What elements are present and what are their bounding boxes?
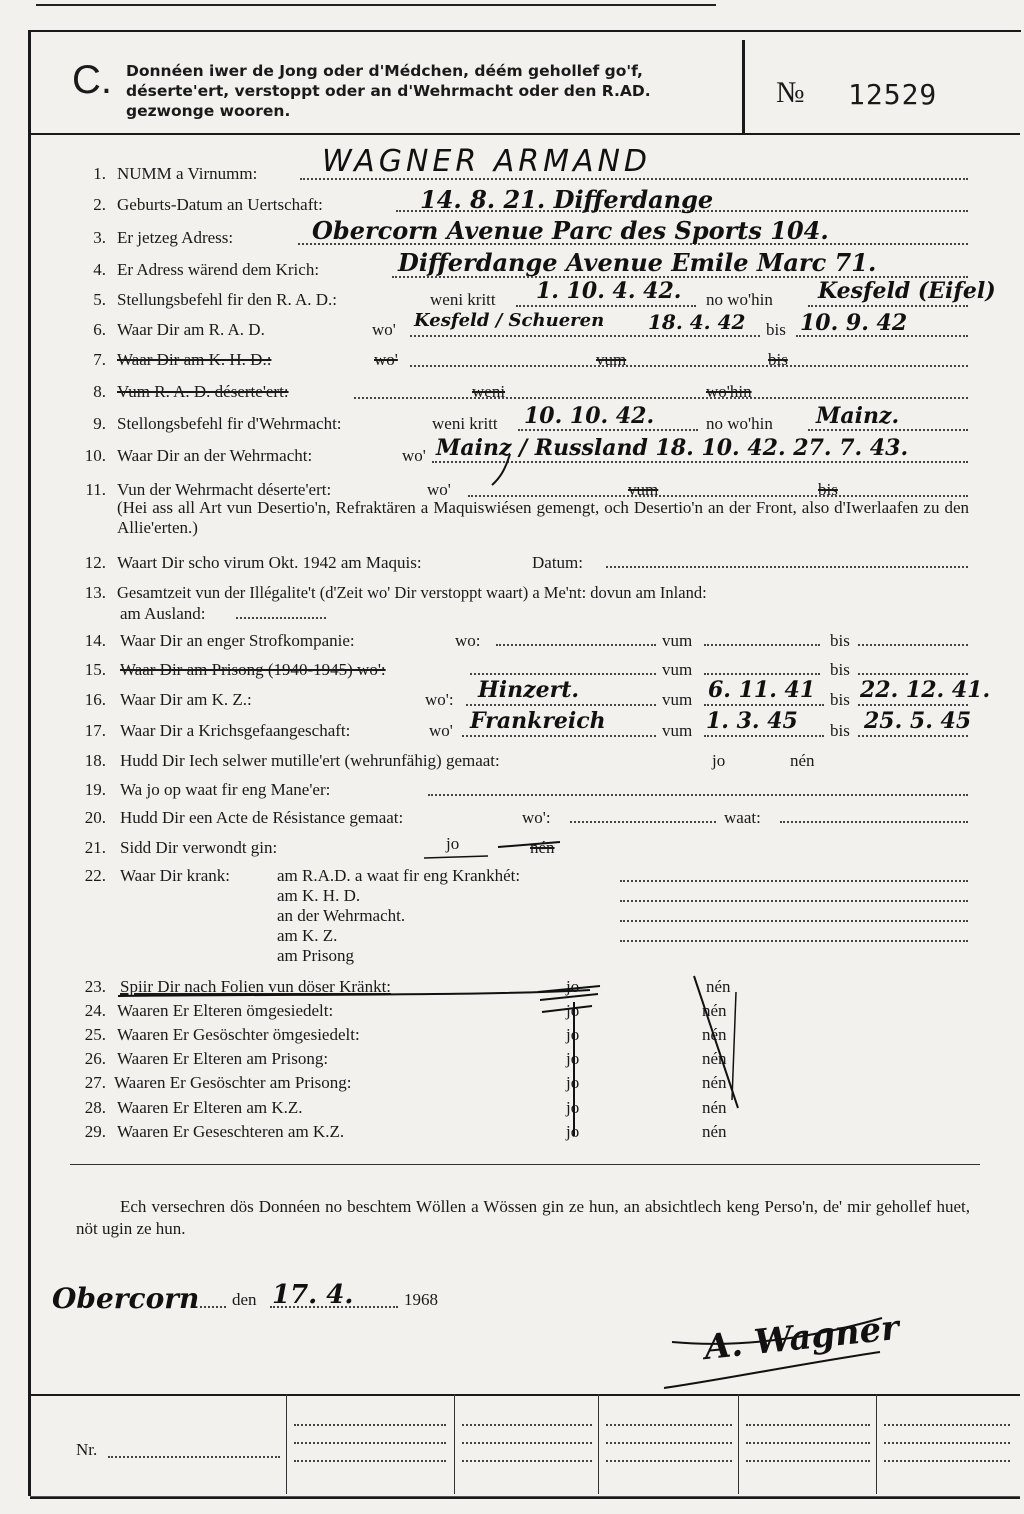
footer-fill-line	[462, 1460, 592, 1462]
option-no: nén	[702, 1025, 727, 1044]
row-number: 6.	[93, 320, 106, 339]
row-number: 23.	[84, 977, 106, 996]
row-label: Waar Dir am K. Z.:	[120, 690, 252, 709]
row-label: Hudd Dir een Acte de Résistance gemaat:	[120, 808, 404, 827]
row-label: Wa jo op waat fir eng Mane'er:	[120, 780, 331, 799]
footer-fill-line	[884, 1424, 1010, 1426]
row-label: Stellungsbefehl fir den R. A. D.:	[117, 290, 338, 309]
option-no: nén	[702, 1122, 727, 1141]
row-number: 17.	[84, 721, 106, 740]
option-no: nén	[702, 1049, 727, 1068]
row-number: 10.	[84, 446, 106, 465]
footer-fill-line	[606, 1442, 732, 1444]
sub-label: bis	[830, 631, 850, 650]
option-yes: jo	[566, 1049, 580, 1068]
option-yes: jo	[566, 1122, 580, 1141]
sub-label: wo'	[427, 480, 451, 499]
sub-label: wo'	[372, 320, 396, 339]
option-no: nén	[790, 751, 815, 770]
row-label: Waar Dir an der Wehrmacht:	[117, 446, 313, 465]
den-label: den	[232, 1290, 257, 1309]
row-number: 12.	[84, 553, 106, 572]
row-number: 9.	[93, 414, 106, 433]
row-label: Geburts-Datum an Uertschaft:	[117, 195, 323, 214]
option-yes: jo	[566, 1098, 580, 1117]
illness-item: am K. H. D.	[277, 886, 361, 905]
row-number: 16.	[84, 690, 106, 709]
row-number: 29.	[84, 1122, 106, 1141]
rad-place[interactable]: Kesfeld / Schueren	[414, 310, 605, 331]
footer-fill-line	[294, 1442, 446, 1444]
sub-label: waat:	[724, 808, 761, 827]
sub-label: no wo'hin	[706, 290, 773, 309]
sub-label: vum	[662, 660, 693, 679]
illness-item: am Prisong	[277, 946, 354, 965]
row-label: Waar Dir am Prisong (1940-1945) wo':	[120, 660, 386, 679]
sub-label: no wo'hin	[706, 414, 773, 433]
footer-fill-line	[606, 1424, 732, 1426]
row-number: 28.	[84, 1098, 106, 1117]
row-label: Waaren Er Gesöschter ömgesiedelt:	[117, 1025, 360, 1044]
option-no: nén	[702, 1098, 727, 1117]
row-label: Er jetzeg Adress:	[117, 228, 234, 247]
footer-col-divider	[454, 1394, 455, 1494]
kz-from[interactable]: 6. 11. 41	[708, 677, 816, 703]
footer-fill-line	[294, 1460, 446, 1462]
nr-label: Nr.	[76, 1440, 98, 1459]
row-number: 22.	[84, 866, 106, 885]
sub-label: bis	[818, 480, 838, 499]
row-number: 24.	[84, 1001, 106, 1020]
row-label: Waaren Er Geseschteren am K.Z.	[117, 1122, 345, 1141]
row-label: Er Adress wärend dem Krich:	[117, 260, 320, 279]
option-no: nén	[530, 838, 555, 857]
option-yes: jo	[566, 1025, 580, 1044]
sub-label: bis	[766, 320, 786, 339]
sub-label: wo'	[402, 446, 426, 465]
number-sign: №	[776, 76, 805, 109]
footer-fill-line	[746, 1424, 870, 1426]
captivity-to[interactable]: 25. 5. 45	[864, 708, 972, 734]
row-label: Hudd Dir Iech selwer mutille'ert (wehrunfähig) gemaat:	[120, 751, 500, 770]
footer-box	[30, 1394, 1020, 1499]
name-value[interactable]: WAGNER ARMAND	[322, 144, 652, 179]
row-number: 8.	[93, 382, 106, 401]
footer-fill-line	[462, 1442, 592, 1444]
option-yes: jo	[566, 977, 580, 996]
option-no: nén	[702, 1073, 727, 1092]
sub-label: bis	[768, 350, 788, 369]
row-label: Waaren Er Elteren ömgesiedelt:	[117, 1001, 334, 1020]
footer-fill-line	[884, 1442, 1010, 1444]
row-label: Sidd Dir verwondt gin:	[120, 838, 278, 857]
option-yes: jo	[566, 1001, 580, 1020]
wehrmacht-order-date[interactable]: 10. 10. 42.	[524, 403, 655, 429]
footer-col-divider	[598, 1394, 599, 1494]
row-number: 13.	[84, 583, 106, 602]
sub-label: Datum:	[532, 553, 583, 572]
footer-fill-line	[746, 1442, 870, 1444]
row-number: 4.	[93, 260, 106, 279]
row-label: Gesamtzeit vun der Illégalite't (d'Zeit wo' Dir verstoppt waart) a Me'nt: dovun am Inland:	[117, 583, 707, 602]
option-yes: jo	[566, 1073, 580, 1092]
kz-place[interactable]: Hinzert.	[478, 677, 580, 703]
desertion-note: (Hei ass all Art vun Desertio'n, Refraktären a Maquiswiésen gemengt, och Desertio'n an der Front, also d'Iwerlaafen zu den Allie'erten.)	[117, 498, 969, 537]
row-label: Stellongsbefehl fir d'Wehrmacht:	[117, 414, 342, 433]
sub-label: bis	[830, 690, 850, 709]
row-number: 7.	[93, 350, 106, 369]
war-address-value[interactable]: Differdange Avenue Emile Marc 71.	[398, 248, 877, 277]
fill-line	[108, 1456, 280, 1458]
form-title: Donnéen iwer de Jong oder d'Médchen, déém gehollef go'f, déserte'ert, verstoppt oder an d'Wehrmacht oder den R.AD. gezwonge wooren.	[126, 62, 651, 120]
row-label: Waar Dir an enger Strofkompanie:	[120, 631, 355, 650]
signing-year: 1968	[404, 1290, 438, 1309]
sub-label: am R.A.D. a waat fir eng Krankhét:	[277, 866, 521, 885]
row-number: 1.	[93, 164, 106, 183]
illness-item: am K. Z.	[277, 926, 338, 945]
row-number: 11.	[85, 480, 106, 499]
sub-label: bis	[830, 721, 850, 740]
rad-order-date[interactable]: 1. 10. 4. 42.	[536, 278, 682, 304]
sub-label: am Ausland:	[120, 604, 206, 623]
row-label: Waart Dir scho virum Okt. 1942 am Maquis:	[117, 553, 422, 572]
sub-label: wo:	[455, 631, 481, 650]
row-number: 20.	[84, 808, 106, 827]
row-number: 5.	[93, 290, 106, 309]
row-number: 19.	[84, 780, 106, 799]
kz-to[interactable]: 22. 12. 41.	[860, 677, 991, 703]
footer-fill-line	[884, 1460, 1010, 1462]
rad-from[interactable]: 18. 4. 42	[648, 310, 746, 334]
row-number: 21.	[84, 838, 106, 857]
row-label: Waar Dir am K. H. D.:	[117, 350, 272, 369]
sub-label: bis	[830, 660, 850, 679]
footer-fill-line	[462, 1424, 592, 1426]
row-number: 2.	[93, 195, 106, 214]
signature: A. Wagner	[702, 1307, 901, 1369]
sub-label: wo'	[374, 350, 398, 369]
option-no: nén	[702, 1001, 727, 1020]
row-number: 26.	[84, 1049, 106, 1068]
row-number: 15.	[84, 660, 106, 679]
footer-fill-line	[746, 1460, 870, 1462]
sub-label: wo':	[425, 690, 454, 709]
rad-order-place[interactable]: Kesfeld (Eifel)	[818, 278, 996, 304]
footer-col-divider	[286, 1394, 287, 1494]
row-label: Waaren Er Elteren am K.Z.	[117, 1098, 303, 1117]
row-number: 14.	[84, 631, 106, 650]
row-number: 25.	[84, 1025, 106, 1044]
illness-item: an der Wehrmacht.	[277, 906, 406, 925]
form-number: 12529	[848, 78, 938, 111]
row-label: Waar Dir a Krichsgefaangeschaft:	[120, 721, 351, 740]
birth-value[interactable]: 14. 8. 21. Differdange	[420, 185, 714, 214]
bottom-edge-line	[30, 1496, 1020, 1497]
address-value[interactable]: Obercorn Avenue Parc des Sports 104.	[312, 216, 829, 245]
footer-fill-line	[294, 1424, 446, 1426]
footer-col-divider	[738, 1394, 739, 1494]
captivity-from[interactable]: 1. 3. 45	[706, 708, 798, 734]
row-number: 18.	[84, 751, 106, 770]
option-no: nén	[706, 977, 731, 996]
sub-label: vum	[662, 690, 693, 709]
footer-col-divider	[876, 1394, 877, 1494]
row-label: Waaren Er Elteren am Prisong:	[117, 1049, 329, 1068]
sub-label: wo'hin	[706, 382, 752, 401]
row-number: 3.	[93, 228, 106, 247]
row-label: Waaren Er Gesöschter am Prisong:	[114, 1073, 352, 1092]
option-yes: jo	[712, 751, 726, 770]
declaration-text: Ech versechren dös Donnéen no beschtem Wöllen a Wössen gin ze hun, an absichtlech keng Perso'n, de' mir gehollef huet, nöt ugin ze hun.	[76, 1197, 970, 1238]
footer-fill-line	[606, 1460, 732, 1462]
option-yes: jo	[446, 834, 460, 853]
row-number: 27.	[84, 1073, 106, 1092]
wehrmacht-service[interactable]: Mainz / Russland 18. 10. 42. 27. 7. 43.	[436, 435, 909, 461]
section-letter: C.	[72, 58, 112, 102]
sub-label: vum	[628, 480, 659, 499]
rad-to[interactable]: 10. 9. 42	[800, 310, 908, 336]
signing-date[interactable]: 17. 4.	[272, 1280, 354, 1310]
sub-label: vum	[662, 721, 693, 740]
row-label: NUMM a Virnumm:	[117, 164, 258, 183]
row-label: Spiir Dir nach Folien vun döser Kränkt:	[120, 977, 392, 996]
sub-label: weni kritt	[432, 414, 498, 433]
row-label: Waar Dir krank:	[120, 866, 231, 885]
signing-place[interactable]: Obercorn	[52, 1282, 200, 1315]
sub-label: wo':	[522, 808, 551, 827]
wehrmacht-order-place[interactable]: Mainz.	[816, 403, 900, 429]
sub-label: vum	[596, 350, 627, 369]
sub-label: wo'	[429, 721, 453, 740]
sub-label: weni kritt	[430, 290, 496, 309]
captivity-place[interactable]: Frankreich	[470, 708, 606, 734]
row-label: Vum R. A. D. déserte'ert:	[117, 382, 289, 401]
sub-label: weni	[472, 382, 506, 401]
row-label: Waar Dir am R. A. D.	[117, 320, 265, 339]
sub-label: vum	[662, 631, 693, 650]
row-label: Vun der Wehrmacht déserte'ert:	[117, 480, 332, 499]
